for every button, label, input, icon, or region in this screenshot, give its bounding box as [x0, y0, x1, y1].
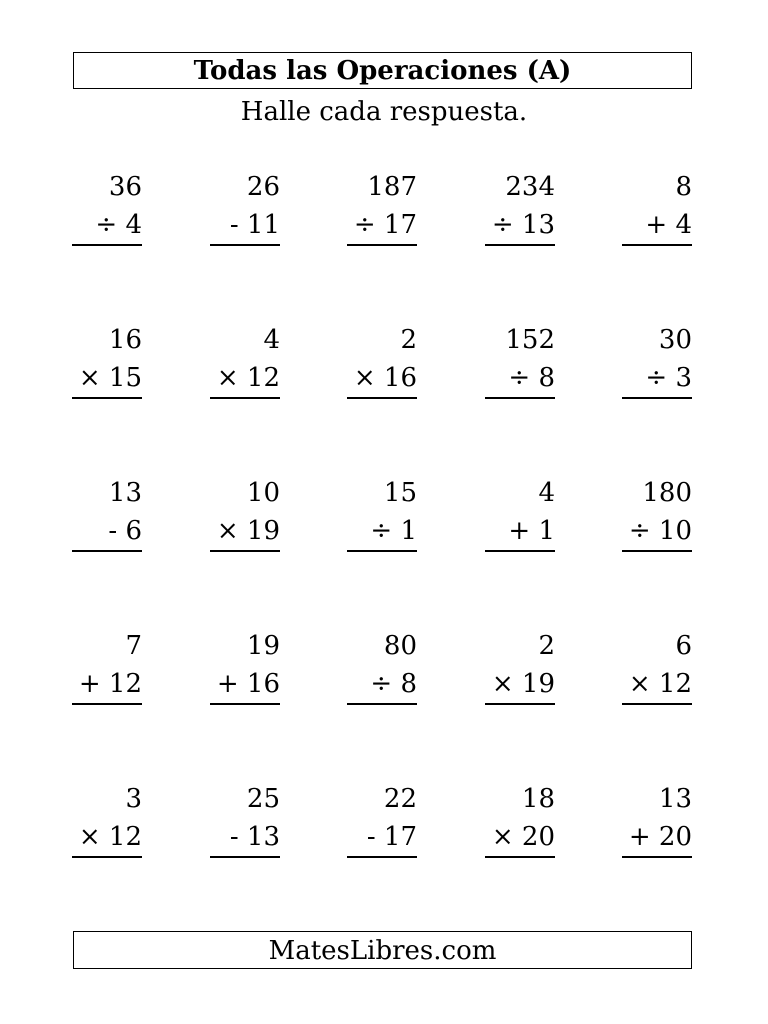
problem — [485, 168, 555, 246]
problem-top-number: 234 — [505, 172, 555, 202]
problem — [347, 474, 417, 552]
problem-top-number: 13 — [108, 478, 142, 508]
problem-operation: + 16 — [210, 665, 280, 705]
problem-top-number: 15 — [383, 478, 417, 508]
problem-top-number: 6 — [675, 631, 692, 661]
problem-operation: × 12 — [622, 665, 692, 705]
problem — [347, 780, 417, 858]
problem — [622, 627, 692, 705]
problem-operation: × 19 — [210, 512, 280, 552]
problem — [622, 321, 692, 399]
problem-top-number: 4 — [538, 478, 555, 508]
problem-operation: ÷ 1 — [347, 512, 417, 552]
problem — [210, 474, 280, 552]
footer-site-name: MatesLibres.com — [73, 931, 692, 969]
problem-operation: ÷ 10 — [622, 512, 692, 552]
problem-top-number: 30 — [658, 325, 692, 355]
problem — [347, 627, 417, 705]
problem — [485, 780, 555, 858]
problem — [210, 168, 280, 246]
problem-operation: + 20 — [622, 818, 692, 858]
problem-operation: × 19 — [485, 665, 555, 705]
problem — [210, 780, 280, 858]
problem-operation: + 12 — [72, 665, 142, 705]
problem-operation: × 12 — [210, 359, 280, 399]
problem-operation: - 17 — [347, 818, 417, 858]
problem — [72, 627, 142, 705]
problem-operation: + 4 — [622, 206, 692, 246]
problem-top-number: 22 — [383, 784, 417, 814]
problem-top-number: 25 — [246, 784, 280, 814]
problem — [210, 321, 280, 399]
problem-top-number: 4 — [263, 325, 280, 355]
problem-operation: ÷ 13 — [485, 206, 555, 246]
problem-operation: - 11 — [210, 206, 280, 246]
problem-top-number: 2 — [538, 631, 555, 661]
problem — [347, 321, 417, 399]
problem — [72, 780, 142, 858]
problem-top-number: 19 — [246, 631, 280, 661]
problem — [72, 168, 142, 246]
problem — [622, 474, 692, 552]
problem — [485, 627, 555, 705]
problem-top-number: 2 — [400, 325, 417, 355]
problem-top-number: 80 — [383, 631, 417, 661]
problem-top-number: 18 — [521, 784, 555, 814]
problem — [72, 321, 142, 399]
problem-operation: ÷ 8 — [485, 359, 555, 399]
problem — [485, 474, 555, 552]
problem-operation: × 12 — [72, 818, 142, 858]
problem-top-number: 180 — [642, 478, 692, 508]
problem-operation: - 13 — [210, 818, 280, 858]
instructions: Halle cada respuesta. — [240, 97, 528, 127]
problem — [622, 780, 692, 858]
problem — [622, 168, 692, 246]
problem-top-number: 187 — [367, 172, 417, 202]
problem-operation: ÷ 8 — [347, 665, 417, 705]
problem-operation: + 1 — [485, 512, 555, 552]
problem — [72, 474, 142, 552]
worksheet-title: Todas las Operaciones (A) — [73, 52, 692, 89]
problem — [347, 168, 417, 246]
problem-operation: × 16 — [347, 359, 417, 399]
problem-top-number: 26 — [246, 172, 280, 202]
problem-top-number: 10 — [246, 478, 280, 508]
problem-top-number: 8 — [675, 172, 692, 202]
problem-operation: × 15 — [72, 359, 142, 399]
problem-top-number: 3 — [125, 784, 142, 814]
problem-operation: ÷ 4 — [72, 206, 142, 246]
problem-operation: ÷ 3 — [622, 359, 692, 399]
problem-operation: ÷ 17 — [347, 206, 417, 246]
problem — [210, 627, 280, 705]
problem-operation: × 20 — [485, 818, 555, 858]
problem-top-number: 152 — [505, 325, 555, 355]
problem-top-number: 36 — [108, 172, 142, 202]
problem-top-number: 13 — [658, 784, 692, 814]
problem — [485, 321, 555, 399]
problem-top-number: 7 — [125, 631, 142, 661]
problem-top-number: 16 — [108, 325, 142, 355]
problem-operation: - 6 — [72, 512, 142, 552]
